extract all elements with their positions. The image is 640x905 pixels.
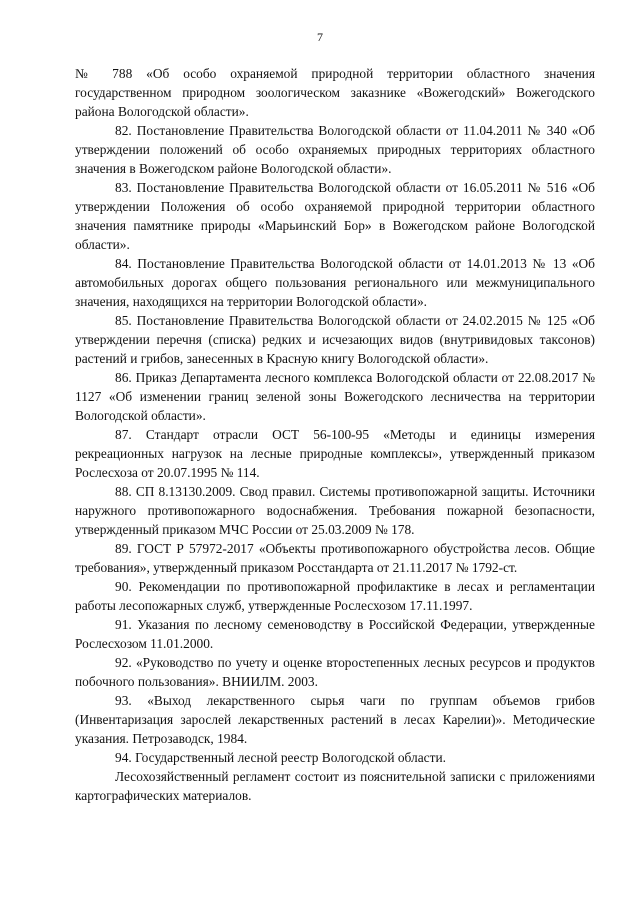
list-item-94: 94. Государственный лесной реестр Вологодской области. — [115, 750, 446, 765]
list-item-90: 90. Рекомендации по противопожарной профилактике в лесах и регламентации работы лесопожарных служб, утвержденные Рослесхозом 17.11.1997. — [75, 579, 595, 613]
closing-paragraph: Лесохозяйственный регламент состоит из пояснительной записки с приложениями картографических материалов. — [75, 769, 595, 803]
list-item-89: 89. ГОСТ Р 57972-2017 «Объекты противопожарного обустройства лесов. Общие требования», утвержденный приказом Росстандарта от 21.11.2017 № 1792-ст. — [75, 541, 595, 575]
list-item-91: 91. Указания по лесному семеноводству в Российской Федерации, утвержденные Рослесхозом 11.01.2000. — [75, 617, 595, 651]
list-item-88: 88. СП 8.13130.2009. Свод правил. Системы противопожарной защиты. Источники наружного противопожарного водоснабжения. Требования пожарной безопасности, утвержденный приказом МЧС России от 25.03.2009 № 178. — [75, 484, 595, 537]
list-item-93: 93. «Выход лекарственного сырья чаги по группам объемов грибов (Инвентаризация зарослей лекарственных растений в лесах Карелии)». Методические указания. Петрозаводск, 1984. — [75, 693, 595, 746]
list-item-85: 85. Постановление Правительства Вологодской области от 24.02.2015 № 125 «Об утверждении перечня (списка) редких и исчезающих видов (внутривидовых таксонов) растений и грибов, занесенных в Красную книгу Вологодской области». — [75, 313, 595, 366]
page-number: 7 — [317, 30, 323, 44]
list-item-continuation: № 788 «Об особо охраняемой природной территории областного значения государственном природном зоологическом заказнике «Вожегодский» Вожегодского района Вологодской области». — [75, 66, 595, 119]
document-body — [75, 64, 595, 805]
list-item-87: 87. Стандарт отрасли ОСТ 56-100-95 «Методы и единицы измерения рекреационных нагрузок на лесные природные комплексы», утвержденный приказом Рослесхоза от 20.07.1995 № 114. — [75, 427, 595, 480]
list-item-92: 92. «Руководство по учету и оценке второстепенных лесных ресурсов и продуктов побочного пользования». ВНИИЛМ. 2003. — [75, 655, 595, 689]
list-item-86: 86. Приказ Департамента лесного комплекса Вологодской области от 22.08.2017 № 1127 «Об изменении границ зеленой зоны Вожегодского лесничества на территории Вологодской области». — [75, 370, 595, 423]
list-item-84: 84. Постановление Правительства Вологодской области от 14.01.2013 № 13 «Об автомобильных дорогах общего пользования регионального или межмуниципального значения, находящихся на территории Вологодской области». — [75, 256, 595, 309]
list-item-82: 82. Постановление Правительства Вологодской области от 11.04.2011 № 340 «Об утверждении положений об особо охраняемых природных территориях областного значения в Вожегодском районе Вологодской области». — [75, 123, 595, 176]
list-item-83: 83. Постановление Правительства Вологодской области от 16.05.2011 № 516 «Об утверждении Положения об особо охраняемой природной территории областного значения памятнике природы «Марьинский Бор» в Вожегодском районе Вологодской области». — [75, 180, 595, 252]
